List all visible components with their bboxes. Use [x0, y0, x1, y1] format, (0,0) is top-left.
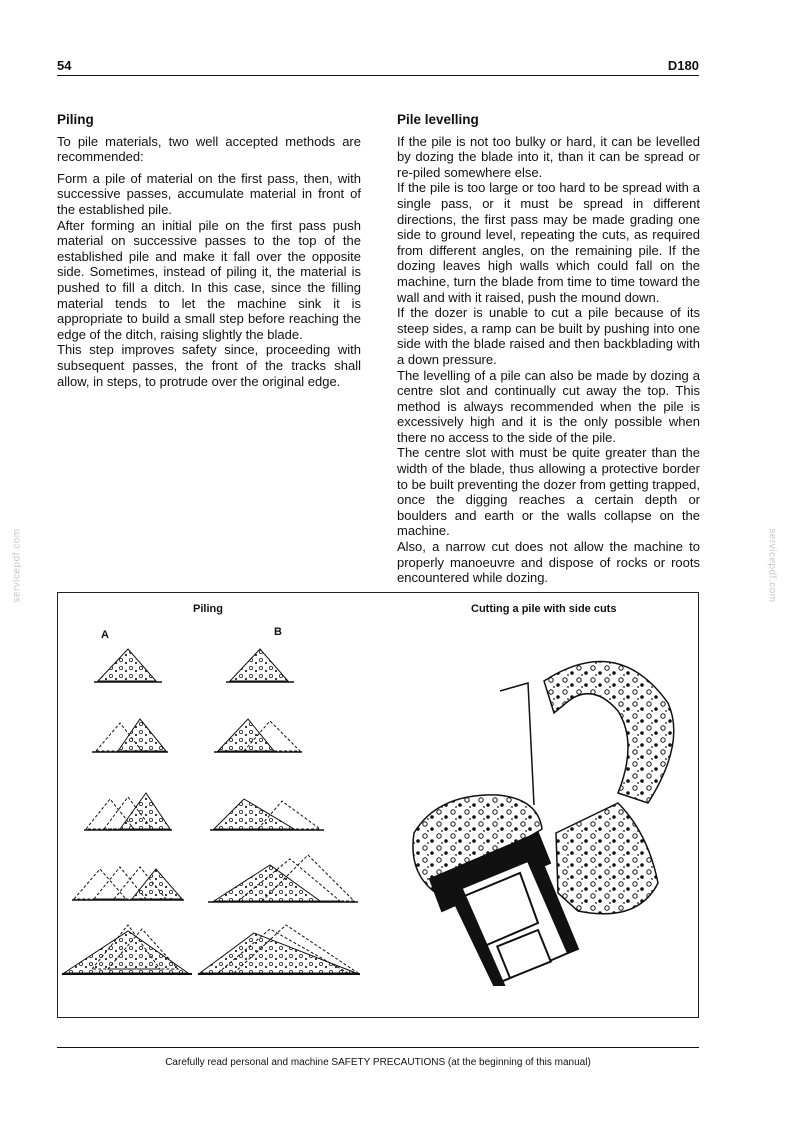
figure-label-a: A: [101, 629, 109, 641]
figure-caption-piling: Piling: [193, 603, 223, 615]
paragraph: If the pile is too large or too hard to be spread with a single pass, or it must be spread in different directions, the first pass may be made grading one side to ground level, repeating the cuts, as required from different angles, on the remaining pile. If the dozing leaves high walls which could fall on the machine, turn the blade from time to time toward the wall and with it raised, push the mound down.: [397, 180, 700, 305]
figure-caption-side-cuts: Cutting a pile with side cuts: [471, 603, 617, 615]
paragraph: The levelling of a pile can also be made by dozing a centre slot and continually cut away the top. This method is always recommended when the pile is excessively high and it is the only possible when there no access to the side of the pile.: [397, 367, 700, 445]
watermark-left: servicepdf.com: [11, 528, 23, 603]
pile-a-step-2: [92, 719, 168, 752]
right-column: [397, 112, 700, 586]
footer-rule: [57, 1047, 699, 1048]
page-number: 54: [57, 58, 72, 73]
piling-illustration: [58, 593, 698, 1017]
paragraph: If the dozer is unable to cut a pile because of its steep sides, a ramp can be built by pushing into one side with the blade raised and then backblading with a down pressure.: [397, 305, 700, 367]
pile-b-step-4: [208, 855, 358, 902]
pile-b-step-1: [226, 649, 294, 682]
paragraph: After forming an initial pile on the first pass push material on successive passes to the top of the established pile and make it fall over the opposite side. Sometimes, instead of piling it, the material is pushed to fill a ditch. In this case, since the filling material tends to let the machine sink it is appropriate to build a small step before reaching the edge of the ditch, raising slightly the blade.: [57, 217, 361, 342]
figure-label-b: B: [274, 626, 282, 638]
pile-a-step-3: [84, 793, 172, 830]
model-code: D180: [667, 58, 699, 73]
paragraph: Form a pile of material on the first pass, then, with successive passes, accumulate material in front of the established pile.: [57, 170, 361, 217]
piling-figure: [57, 592, 699, 1018]
footer-safety-note: Carefully read personal and machine SAFETY PRECAUTIONS (at the beginning of this manual): [165, 1057, 591, 1068]
watermark-right: servicepdf.com: [766, 528, 778, 603]
pile-a-step-5: [62, 925, 192, 974]
paragraph: Also, a narrow cut does not allow the machine to properly manoeuvre and dispose of rocks or roots encountered while dozing.: [397, 539, 700, 586]
left-column: [57, 112, 361, 389]
paragraph: To pile materials, two well accepted methods are recommended:: [57, 133, 361, 165]
header-rule: [57, 75, 699, 76]
pile-a-step-1: [94, 649, 162, 682]
pile-b-step-2: [214, 719, 302, 752]
paragraph: The centre slot with must be quite greater than the width of the blade, thus allowing a protective border to be built preventing the dozer from getting trapped, once the digging reaches a certain depth or boulders and earth or the walls collapse on the machine.: [397, 445, 700, 539]
pile-b-step-5: [198, 925, 360, 974]
pile-a-step-4: [72, 867, 184, 900]
section-heading-piling: Piling: [57, 112, 94, 127]
paragraph: If the pile is not too bulky or hard, it can be levelled by dozing the blade into it, than it can be spread or re-piled somewhere else.: [397, 133, 700, 180]
pile-b-step-3: [210, 799, 324, 830]
paragraph: This step improves safety since, proceeding with subsequent passes, the front of the tracks shall allow, in steps, to protrude over the original edge.: [57, 342, 361, 389]
section-heading-pile-levelling: Pile levelling: [397, 112, 479, 127]
